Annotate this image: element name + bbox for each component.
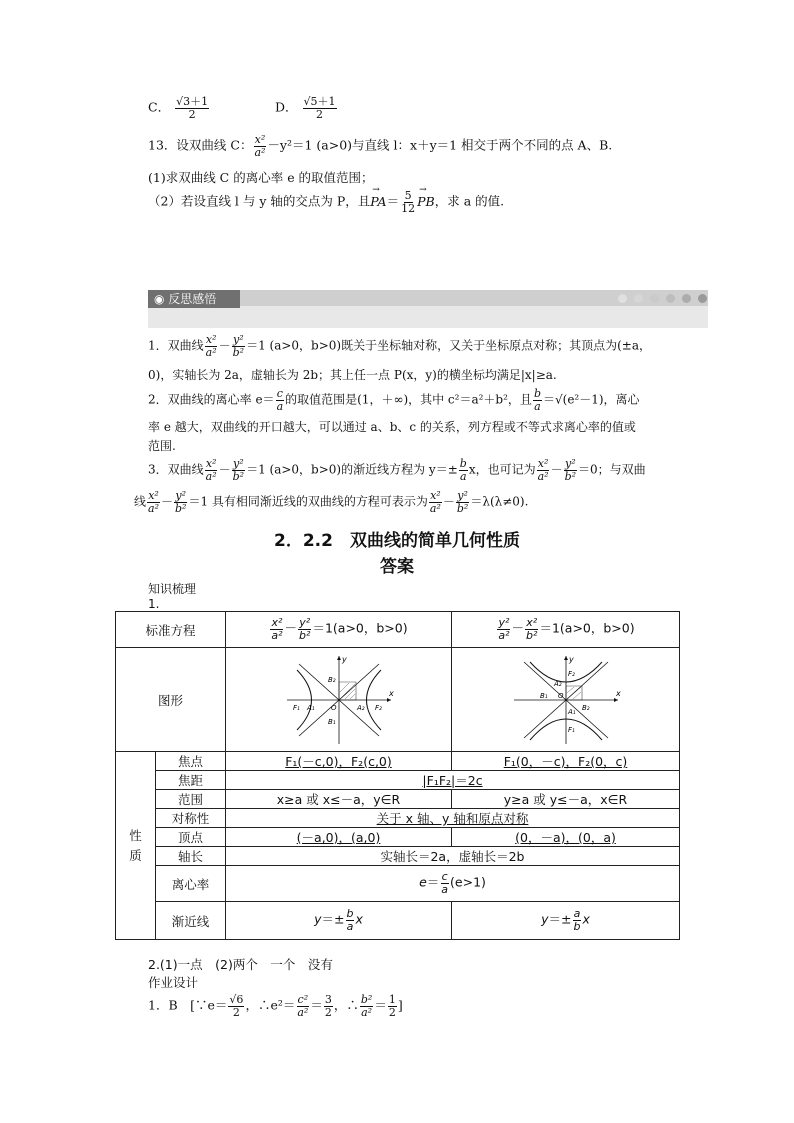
q13-frac [253,134,266,158]
choice-d-fraction [303,96,337,120]
r-p1-a: 1．双曲线 [148,338,204,353]
row-symmetry [116,809,680,828]
row-asymptote [116,902,680,940]
label-focal-distance: 焦距 [156,771,226,790]
horizontal-hyperbola-graph [279,652,399,748]
choice-d-den: 2 [316,107,324,121]
frac-y2b2: $\frac{\text{y²}}{\text{b²}}$ [232,333,245,359]
properties-table [115,611,680,940]
ans1-e: ＝ [374,997,387,1013]
focus-horizontal: F₁(－c,0)，F₂(c,0) [226,752,452,771]
section-title: 2．2.2 双曲线的简单几何性质 [274,531,520,551]
reflection-header-box [148,306,708,328]
ans1-b: ，∴e²＝ [245,997,296,1013]
F2-label: F₂ [374,703,382,712]
question-13 [148,134,612,158]
reflection-p2-line1 [148,388,640,412]
r-p3-b: ＝1 (a>0，b>0)的渐近线方程为 y＝± [246,462,458,477]
origin-label: O [330,703,337,712]
vertex-horizontal: (－a,0)，(a,0) [226,828,452,847]
q13-part2-frac [400,190,416,214]
asym-v-x: x [582,912,590,927]
r-p3-c: x，也可记为 [468,462,536,477]
symmetry-value: 关于 x 轴、y 轴和原点对称 [226,809,680,828]
label-asymptote: 渐近线 [156,902,226,940]
reflection-p2-line2: 率 e 越大，双曲线的开口越大，可以通过 a、b、c 的关系，列方程或不等式求离心率的值或 [148,420,636,434]
origin-label: O [557,691,564,700]
ans1-d: ，∴ [333,997,359,1013]
eccentricity-value: e＝ $\frac{c}{a}$ (e>1) [226,866,680,902]
label-properties: 性质 [116,752,156,940]
std-eq-2: $\frac{\text{y²}}{\text{a²}}$ － $\frac{\text{x²}}{\text{b²}}$ ＝1(a>0，b>0) [452,612,680,648]
x-axis-label: x [388,688,394,698]
r-p3-f: ＝1 具有相同渐近线的双曲线的方程可表示为 [188,494,428,509]
y-axis-label: y [568,654,574,664]
vertex-vertical: (0，－a)，(0，a) [452,828,680,847]
r-p2-c: ＝√(e²－1)，离心 [542,392,640,407]
row-figure [116,648,680,752]
knowledge-heading: 知识梳理 [148,582,197,596]
row-vertex [116,828,680,847]
reflection-p1-line1: 1．双曲线 $\frac{\text{x²}}{\text{a²}}$ － $\frac{\text{y²}}{\text{b²}}$ ＝1 (a>0，b>0)既关于坐标轴对称，又关于坐标原点对称；其顶点为(±a， [148,333,651,359]
B1-label: B₁ [327,717,336,726]
q13-frac-den: a² [254,145,266,159]
std-eq-1-rest: ＝1(a>0，b>0) [312,621,408,636]
r-p3-g: ＝λ(λ≠0). [470,494,529,509]
frac-x2a2: $\frac{\text{x²}}{\text{a²}}$ [205,333,217,359]
r-p2-a: 2．双曲线的离心率 e＝ [148,392,275,407]
row-eccentricity [116,866,680,902]
label-axis-length: 轴长 [156,847,226,866]
vector-pb: → PB [417,184,435,209]
axis-length-value: 实轴长＝2a，虚轴长＝2b [226,847,680,866]
q13-part2-eq: ＝ [386,193,400,209]
row-focus [116,752,680,771]
reflection-p3-line1: 3．双曲线 $\frac{\text{x²}}{\text{a²}}$ － $\frac{\text{y²}}{\text{b²}}$ ＝1 (a>0，b>0)的渐近线方程为 y＝± $\frac{b}{a}$ x，也可记为 $\frac{\text{x²}}{\text{a²}}$ － $\frac{\text{y²}}{\text{b²}}$ ＝0；与双曲 [148,457,646,483]
vector-pa-label: PA [370,193,387,209]
choice-c-den: 2 [188,107,196,121]
q13-part1: (1)求双曲线 C 的离心率 e 的取值范围； [148,170,374,185]
B2-label: B₂ [327,675,336,684]
F1-label: F₁ [292,703,300,712]
asymptote-vertical: y＝± $\frac{a}{b}$ x [452,902,680,940]
decor-dot [650,294,659,303]
std-eq-1: $\frac{\text{x²}}{\text{a²}}$ － $\frac{\text{y²}}{\text{b²}}$ ＝1(a>0，b>0) [226,612,452,648]
label-focus: 焦点 [156,752,226,771]
F2-label: F₂ [567,669,575,678]
choice-d-num: √5＋1 [303,95,336,108]
q13-part2-post: ，求 a 的值. [434,193,505,209]
B2-label: B₂ [581,703,590,712]
A1-label: A₁ [306,703,315,712]
q13-post: －y²＝1 (a>0)与直线 l：x＋y＝1 相交于两个不同的点 A、B. [267,137,613,153]
choice-c [148,96,210,120]
choice-d-label: D． [275,99,298,115]
A2-label: A₂ [356,703,365,712]
q13-frac-num: x² [254,133,266,146]
ans1-a: 1．B [∵e＝ [148,997,228,1013]
std-eq-2-rest: ＝1(a>0，b>0) [539,621,635,636]
item-2: 2.(1)一点 (2)两个 一个 没有 [148,957,333,972]
y-axis-label: y [341,654,347,664]
decor-dot [666,294,675,303]
choice-c-fraction [175,96,209,120]
range-vertical: y≥a 或 y≤－a，x∈R [452,790,680,809]
reflection-title: ◉ 反思感悟 [148,290,240,308]
x-axis-label: x [615,688,621,698]
F1-label: F₁ [567,725,575,734]
choice-c-label: C． [148,99,171,115]
choice-c-num: √3＋1 [176,95,209,108]
row-axis-length [116,847,680,866]
label-symmetry: 对称性 [156,809,226,828]
frac-ca: $\frac{c}{a}$ [276,387,284,413]
ans1-c: ＝ [310,997,323,1013]
A1-label: A₁ [567,707,576,716]
decor-dot [698,294,707,303]
asym-h-x: x [355,912,363,927]
q13-pre: 13．设双曲线 C： [148,137,253,153]
row-standard-equation [116,612,680,648]
vertical-hyperbola-graph [506,652,626,748]
label-eccentricity: 离心率 [156,866,226,902]
q13-part2-num: 5 [404,189,412,202]
label-figure: 图形 [116,648,226,752]
row-focal-distance [116,771,680,790]
r-p3-a: 3．双曲线 [148,462,204,477]
focal-distance-value: |F₁F₂|＝2c [226,771,680,790]
label-vertex: 顶点 [156,828,226,847]
reflection-p1-line2: 0)，实轴长为 2a，虚轴长为 2b；其上任一点 P(x，y)的横坐标均满足|x|≥a. [148,368,557,382]
q13-part2-pre: （2）若设直线 l 与 y 轴的交点为 P，且 [148,193,371,209]
r-p3-e: 线 [134,494,147,509]
figure-vertical-hyperbola [452,648,680,752]
homework-heading: 作业设计 [148,975,199,990]
B1-label: B₁ [539,691,548,700]
figure-horizontal-hyperbola [226,648,452,752]
frac-ba: $\frac{b}{a}$ [533,387,541,413]
decor-dot [682,294,691,303]
answer-1: 1．B [∵e＝ $\frac{√6}{2}$ ，∴e²＝ $\frac{\text{c²}}{\text{a²}}$ ＝ $\frac{3}{2}$ ，∴ $\frac{\text{b²}}{\text{a²}}$ ＝ $\frac{1}{2}$ ] [148,993,403,1019]
label-standard-equation: 标准方程 [116,612,226,648]
vector-pb-label: PB [417,193,435,209]
ans1-f: ] [397,997,403,1013]
A2-label: A₂ [553,679,562,688]
q13-part2-den: 12 [401,201,416,215]
asymptote-horizontal: y＝± $\frac{b}{a}$ x [226,902,452,940]
answers-title: 答案 [380,557,414,577]
r-p2-b: 的取值范围是(1，＋∞)，其中 c²＝a²＋b²，且 [285,392,532,407]
range-horizontal: x≥a 或 x≤－a，y∈R [226,790,452,809]
r-p1-b: ＝1 (a>0，b>0)既关于坐标轴对称，又关于坐标原点对称；其顶点为(±a， [246,338,651,353]
r-p3-d: ＝0；与双曲 [578,462,646,477]
reflection-p3-line2: 线 $\frac{\text{x²}}{\text{a²}}$ － $\frac{\text{y²}}{\text{b²}}$ ＝1 具有相同渐近线的双曲线的方程可表示为 $\frac{\text{x²}}{\text{a²}}$ － $\frac{\text{y²}}{\text{b²}}$ ＝λ(λ≠0). [134,489,529,515]
eccentricity-cond: (e>1) [450,875,486,890]
decor-dot [618,294,627,303]
vector-pa: → PA [370,184,387,209]
choice-d [275,96,338,120]
label-range: 范围 [156,790,226,809]
row-range [116,790,680,809]
focus-vertical: F₁(0，－c)，F₂(0，c) [452,752,680,771]
reflection-p2-line3: 范围. [148,439,176,453]
item-1: 1. [148,597,160,611]
q13-part2 [148,184,505,215]
decor-dot [634,294,643,303]
